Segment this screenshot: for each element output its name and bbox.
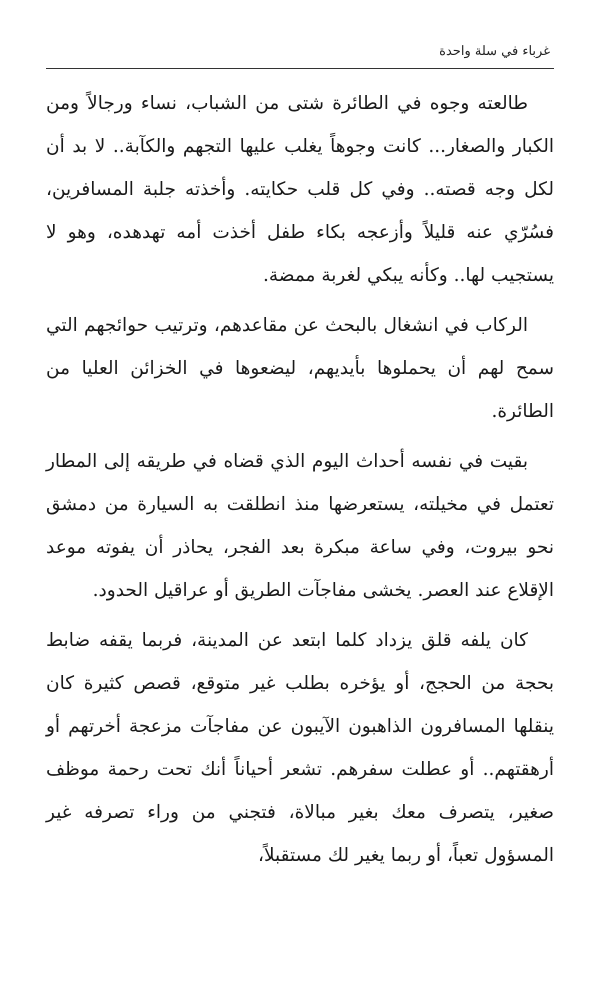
- paragraph-2: الركاب في انشغال بالبحث عن مقاعدهم، وترتيب حوائجهم التي سمح لهم أن يحملوها بأيديهم، ليضعوها في الخزائن العليا من الطائرة.: [46, 315, 554, 422]
- header-divider: [46, 68, 554, 69]
- paragraph-4: كان يلفه قلق يزداد كلما ابتعد عن المدينة، فربما يقفه ضابط بحجة من الحجج، أو يؤخره بطلب غير متوقع، قصص كثيرة كان ينقلها المسافرون الذاهبون الآيبون عن مفاجآت مزعجة أخرتهم أو أرهقتهم.. أو عطلت سفرهم. تشعر أحياناً أنك تحت رحمة موظف صغير، يتصرف معك بغير مبالاة، فتجني من وراء تصرفه غير المسؤول تعباً، أو ربما يغير لك مستقبلاً،: [46, 630, 554, 866]
- page-body: [46, 82, 554, 884]
- paragraph-3: بقيت في نفسه أحداث اليوم الذي قضاه في طريقه إلى المطار تعتمل في مخيلته، يستعرضها منذ انطلقت به السيارة من دمشق نحو بيروت، وفي ساعة مبكرة بعد الفجر، يحاذر أن يفوته موعد الإقلاع عند العصر. يخشى مفاجآت الطريق أو عراقيل الحدود.: [46, 451, 554, 601]
- running-header-title: غرباء في سلة واحدة: [439, 44, 550, 59]
- paragraph-1: طالعته وجوه في الطائرة شتى من الشباب، نساء ورجالاً ومن الكبار والصغار... كانت وجوهاً يغلب عليها التجهم والكآبة.. لا بد أن لكل وجه قصته.. وفي كل قلب حكايته. وأخذته جلبة المسافرين، فسُرّي عنه قليلاً وأزعجه بكاء طفل أخذت أمه تهدهده، وهو لا يستجيب لها.. وكأنه يبكي لغربة ممضة.: [46, 93, 554, 286]
